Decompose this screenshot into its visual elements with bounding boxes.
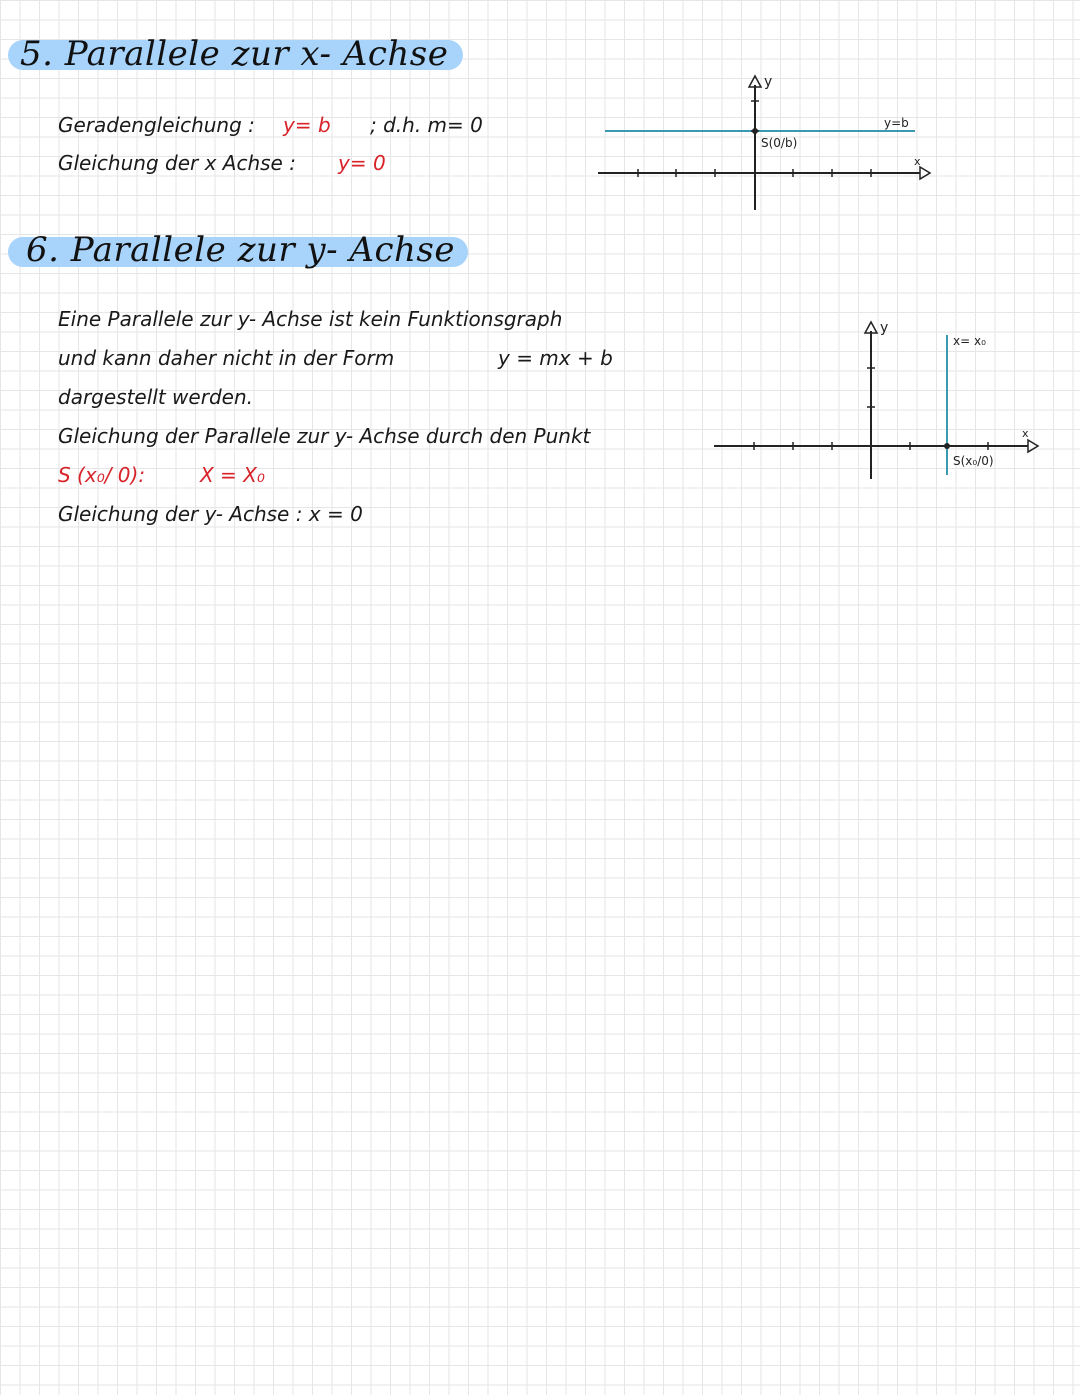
section6-paragraph-line2: und kann daher nicht in der Form xyxy=(58,346,395,370)
section6-paragraph-line4: Gleichung der Parallele zur y- Achse durch den Punkt xyxy=(58,424,591,448)
x-axis-arrow xyxy=(1028,440,1038,452)
graph-parallel-x-axis xyxy=(590,70,940,220)
section6-form-equation: y = mx + b xyxy=(498,346,613,370)
graph1-point-label: S(0/b) xyxy=(761,136,798,150)
section6-paragraph-line1: Eine Parallele zur y- Achse ist kein Funktionsgraph xyxy=(58,307,563,331)
section5-heading: 5. Parallele zur x- Achse xyxy=(20,34,449,74)
section5-line2-equation: y= 0 xyxy=(338,151,386,175)
section5-line1-label: Geradengleichung : xyxy=(58,113,255,137)
section5-line1-note: ; d.h. m= 0 xyxy=(370,113,483,137)
section5-line2-label: Gleichung der x Achse : xyxy=(58,151,296,175)
section6-heading: 6. Parallele zur y- Achse xyxy=(26,230,455,270)
section6-paragraph-line3: dargestellt werden. xyxy=(58,385,253,409)
section6-point: S (x₀/ 0): xyxy=(58,463,146,487)
point-s-0-b xyxy=(752,128,758,134)
graph2-point-label: S(x₀/0) xyxy=(953,454,994,468)
graph1-line-label: y=b xyxy=(884,116,909,130)
section5-line1-equation: y= b xyxy=(283,113,331,137)
point-s-x0-0 xyxy=(944,443,950,449)
x-axis-arrow xyxy=(920,167,930,179)
graph2-x-label: x xyxy=(1022,427,1029,440)
graph2-line-label: x= x₀ xyxy=(953,334,986,348)
section6-point-equation: X = X₀ xyxy=(200,463,265,487)
graph2-y-label: y xyxy=(880,320,889,336)
section6-y-axis-equation: Gleichung der y- Achse : x = 0 xyxy=(58,502,363,526)
graph-parallel-y-axis xyxy=(710,305,1060,490)
graph1-y-label: y xyxy=(764,74,773,90)
graph1-x-label: x xyxy=(914,155,921,168)
